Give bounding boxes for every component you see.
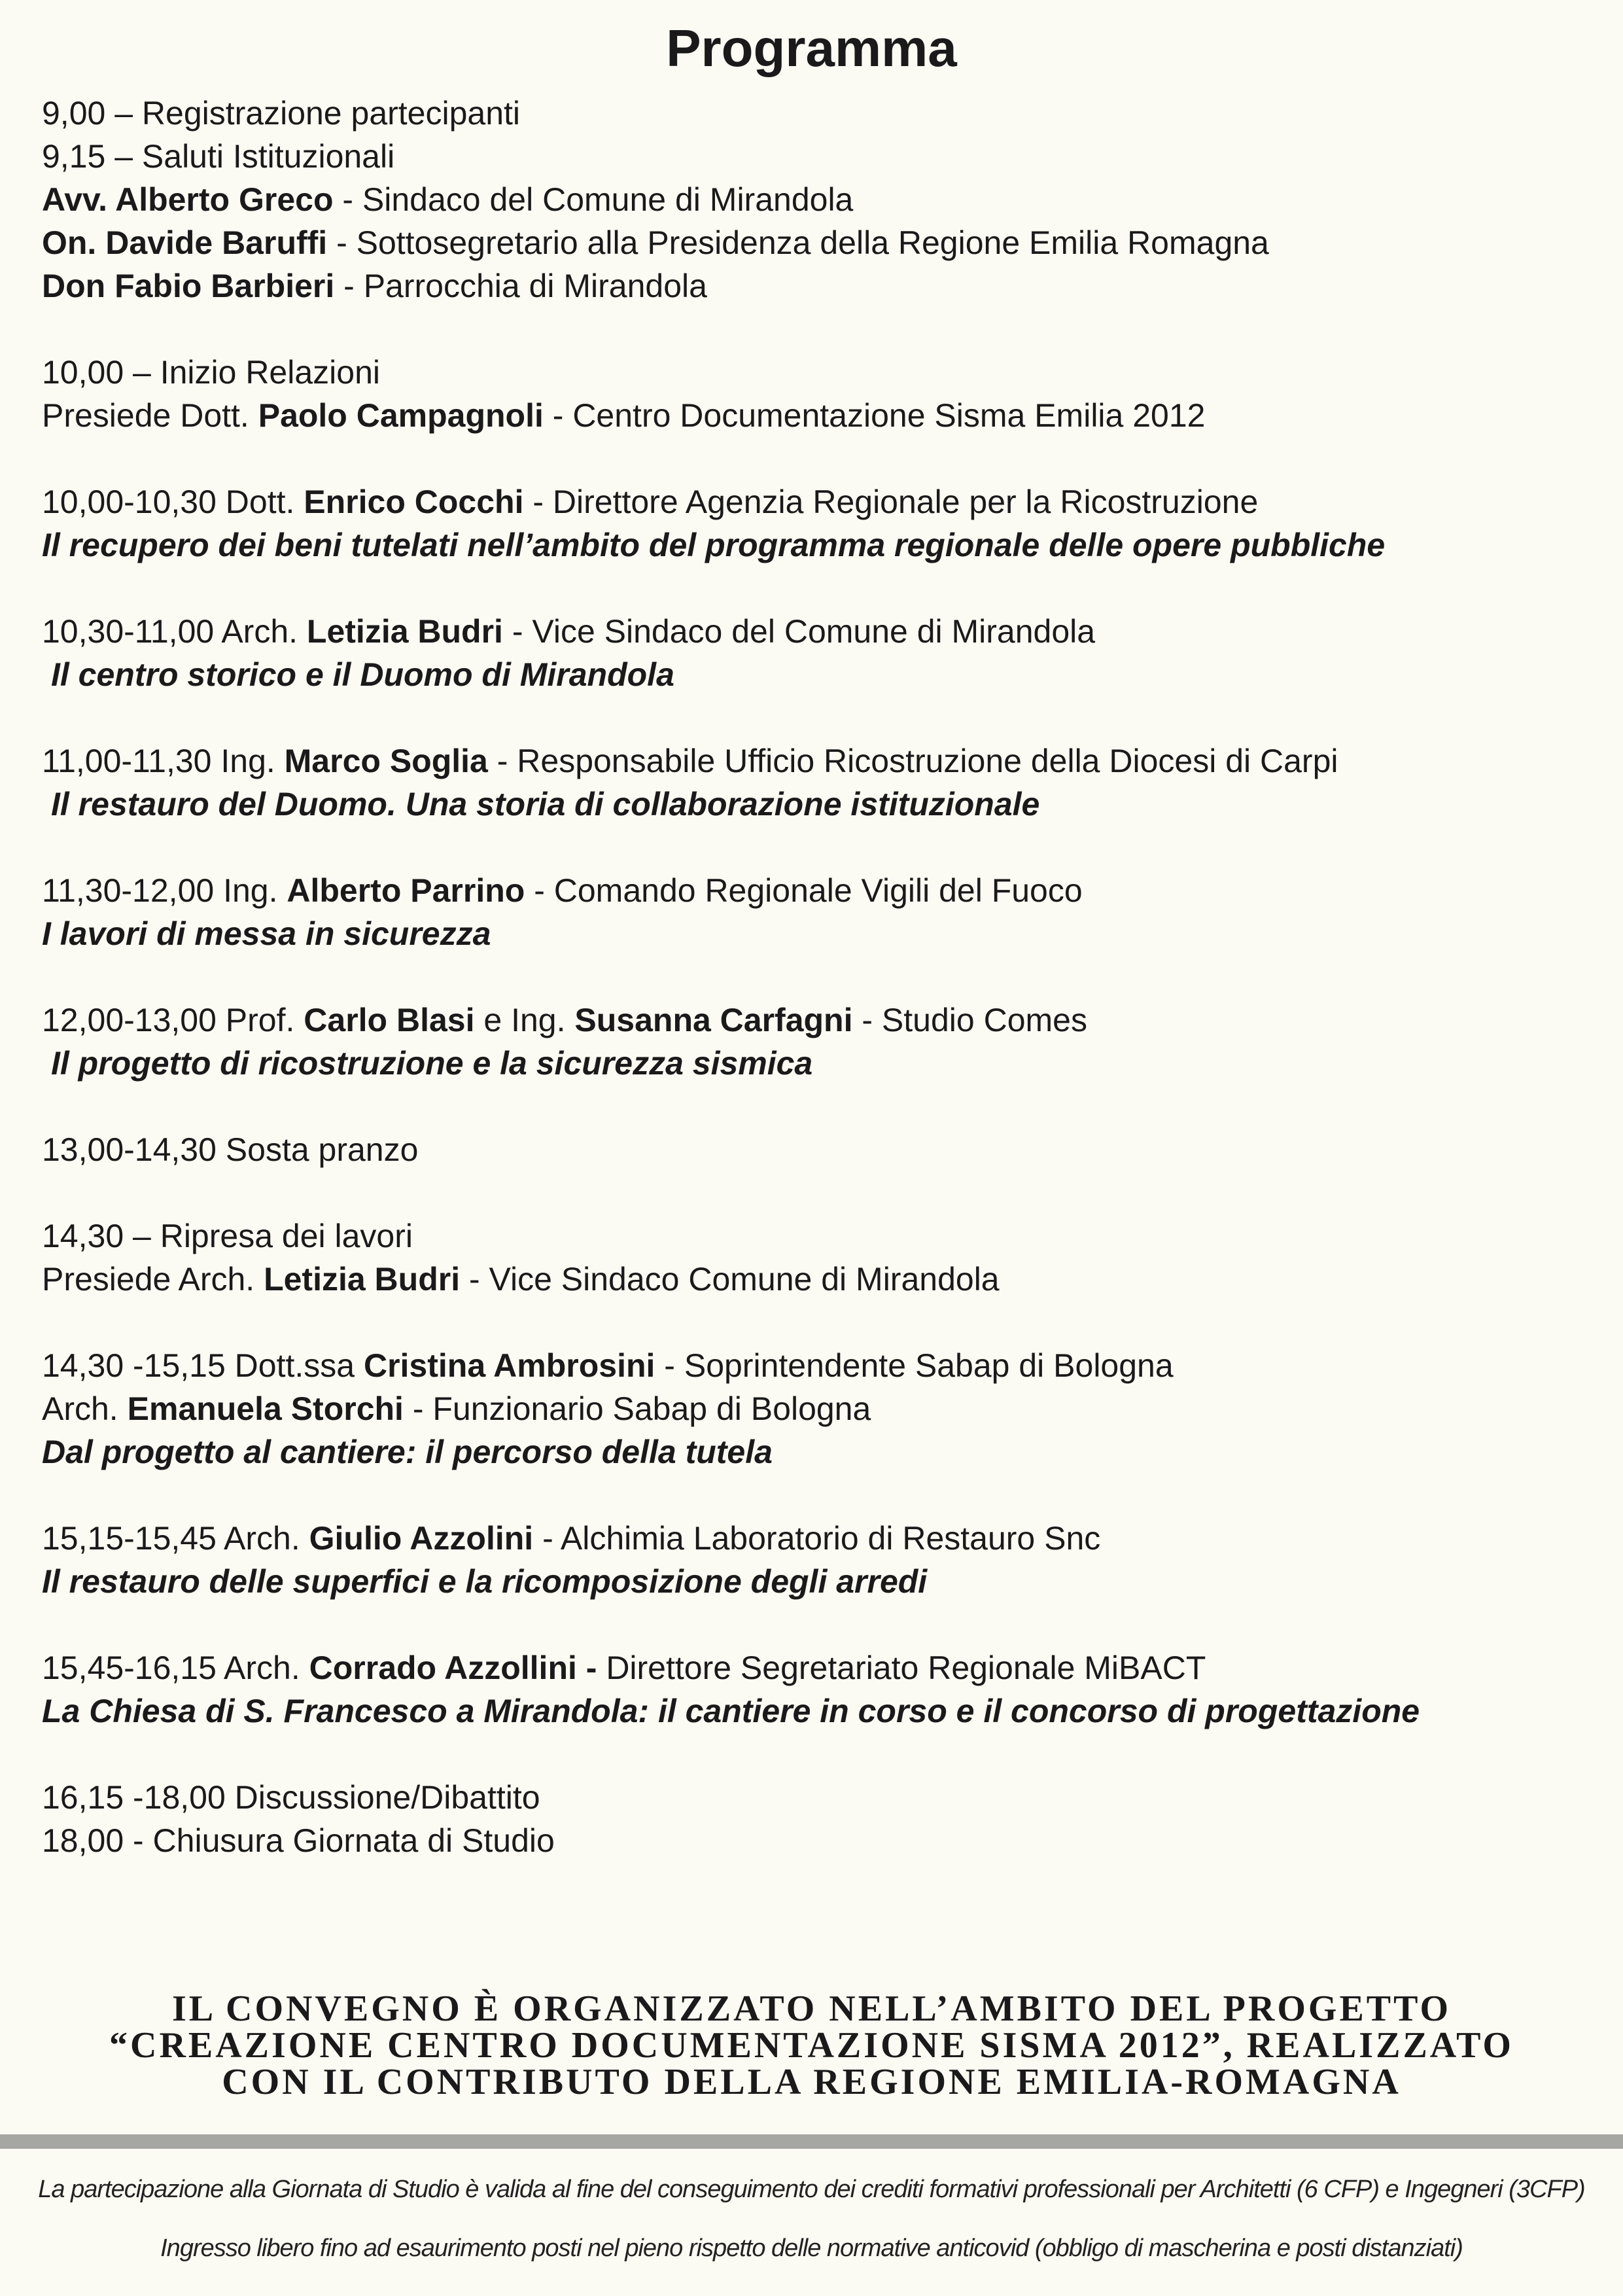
program-line: [42, 1128, 1586, 1171]
project-note-line: CON IL CONTRIBUTO DELLA REGIONE EMILIA-ROMAGNA: [222, 2062, 1401, 2102]
program-text: - Studio Comes: [852, 1002, 1087, 1038]
spacer: [42, 955, 1586, 998]
speaker-name: Letizia Budri: [264, 1261, 461, 1298]
program-text: 15,15-15,45 Arch.: [42, 1520, 309, 1557]
project-note: [0, 1990, 1623, 2100]
program-text: - Responsabile Ufficio Ricostruzione della Diocesi di Carpi: [487, 743, 1338, 779]
spacer: [42, 1474, 1586, 1517]
program-text: - Sottosegretario alla Presidenza della Regione Emilia Romagna: [327, 224, 1269, 261]
spacer: [42, 1171, 1586, 1214]
speaker-name: Enrico Cocchi: [304, 484, 524, 520]
program-text: Direttore Segretariato Regionale MiBACT: [597, 1650, 1206, 1686]
talk-title: Dal progetto al cantiere: il percorso della tutela: [42, 1434, 773, 1470]
program-text: 9,00 – Registrazione partecipanti: [42, 95, 521, 132]
program-line: [42, 523, 1586, 567]
program-text: e Ing.: [474, 1002, 575, 1038]
page-title: Programma: [666, 19, 957, 77]
program-line: [42, 1214, 1586, 1258]
spacer: [42, 1603, 1586, 1646]
program-text: 11,00-11,30 Ing.: [42, 743, 285, 779]
program-line: [42, 1430, 1586, 1474]
program-text: - Soprintendente Sabap di Bologna: [655, 1347, 1174, 1384]
program-line: [42, 1042, 1586, 1085]
speaker-name: Corrado Azzollini -: [309, 1650, 597, 1686]
project-note-line: IL CONVEGNO È ORGANIZZATO NELL’AMBITO DEL PROGETTO: [171, 1988, 1452, 2029]
program-text: 12,00-13,00 Prof.: [42, 1002, 304, 1038]
program-text: - Vice Sindaco Comune di Mirandola: [460, 1261, 1000, 1298]
access-note: Ingresso libero fino ad esaurimento posti nel pieno rispetto delle normative anticovid (obbligo di mascherina e posti distanziati): [160, 2234, 1463, 2262]
spacer: [42, 437, 1586, 480]
program-line: [42, 480, 1586, 523]
program-line: [42, 869, 1586, 912]
program-text: - Alchimia Laboratorio di Restauro Snc: [533, 1520, 1101, 1557]
program-line: [42, 92, 1586, 135]
program-line: [42, 1517, 1586, 1560]
program-line: [42, 1689, 1586, 1733]
program-text: - Direttore Agenzia Regionale per la Ricostruzione: [523, 484, 1259, 520]
talk-title: Il restauro del Duomo. Una storia di collaborazione istituzionale: [51, 786, 1040, 822]
program-line: [42, 998, 1586, 1042]
program-text: 14,30 – Ripresa dei lavori: [42, 1218, 413, 1254]
project-note-line: “CREAZIONE CENTRO DOCUMENTAZIONE SISMA 2012”, REALIZZATO: [109, 2025, 1514, 2066]
program-text: - Comando Regionale Vigili del Fuoco: [525, 872, 1083, 909]
program-line: [42, 1387, 1586, 1430]
talk-title: Il recupero dei beni tutelati nell’ambito del programma regionale delle opere pubbliche: [42, 527, 1386, 563]
speaker-name: Susanna Carfagni: [574, 1002, 853, 1038]
spacer: [42, 567, 1586, 610]
speaker-name: Letizia Budri: [306, 613, 503, 650]
program-text: 13,00-14,30 Sosta pranzo: [42, 1131, 419, 1168]
talk-title: Il progetto di ricostruzione e la sicurezza sismica: [51, 1045, 813, 1082]
divider: [0, 2134, 1623, 2149]
program-text: Presiede Arch.: [42, 1261, 264, 1298]
program-text: 10,30-11,00 Arch.: [42, 613, 307, 650]
talk-title: La Chiesa di S. Francesco a Mirandola: il cantiere in corso e il concorso di progettazione: [42, 1693, 1420, 1729]
program-text: 15,45-16,15 Arch.: [42, 1650, 309, 1686]
program-text: 10,00-10,30 Dott.: [42, 484, 304, 520]
program-line: [42, 1344, 1586, 1387]
program-line: [42, 783, 1586, 826]
program-text: 16,15 -18,00 Discussione/Dibattito: [42, 1779, 540, 1816]
program-line: [42, 351, 1586, 394]
program-text: - Centro Documentazione Sisma Emilia 2012: [543, 397, 1206, 434]
program-line: [42, 135, 1586, 178]
program-text: - Parrocchia di Mirandola: [334, 268, 707, 304]
speaker-name: Emanuela Storchi: [127, 1390, 404, 1427]
program-line: [42, 1646, 1586, 1689]
speaker-name: Giulio Azzolini: [309, 1520, 534, 1557]
credits-note: La partecipazione alla Giornata di Studio è valida al fine del conseguimento dei crediti formativi professionali per Architetti (6 CFP) e Ingegneri (3CFP): [38, 2176, 1585, 2203]
program-line: [42, 178, 1586, 221]
program-text: Presiede Dott.: [42, 397, 258, 434]
program-line: [42, 739, 1586, 783]
speaker-name: Alberto Parrino: [287, 872, 525, 909]
spacer: [42, 308, 1586, 351]
program-line: [42, 1258, 1586, 1301]
program-text: 9,15 – Saluti Istituzionali: [42, 138, 395, 175]
spacer: [42, 1301, 1586, 1344]
program-line: [42, 1560, 1586, 1603]
program-line: [42, 1776, 1586, 1819]
program-text: - Funzionario Sabap di Bologna: [403, 1390, 871, 1427]
spacer: [42, 1733, 1586, 1776]
talk-title: I lavori di messa in sicurezza: [42, 915, 491, 952]
speaker-name: Marco Soglia: [284, 743, 488, 779]
program-line: [42, 912, 1586, 955]
speaker-name: Paolo Campagnoli: [258, 397, 544, 434]
speaker-name: Don Fabio Barbieri: [42, 268, 335, 304]
program-text: - Vice Sindaco del Comune di Mirandola: [502, 613, 1096, 650]
talk-title: Il centro storico e il Duomo di Mirandola: [51, 656, 674, 693]
program-text: Arch.: [42, 1390, 128, 1427]
program-line: [42, 394, 1586, 437]
speaker-name: On. Davide Baruffi: [42, 224, 328, 261]
talk-title: Il restauro delle superfici e la ricomposizione degli arredi: [42, 1563, 928, 1600]
program-list: [42, 92, 1586, 1862]
program-text: 11,30-12,00 Ing.: [42, 872, 287, 909]
program-line: [42, 610, 1586, 653]
program-line: [42, 221, 1586, 264]
program-text: 18,00 - Chiusura Giornata di Studio: [42, 1822, 555, 1859]
spacer: [42, 1085, 1586, 1128]
program-text: 14,30 -15,15 Dott.ssa: [42, 1347, 364, 1384]
program-line: [42, 653, 1586, 696]
speaker-name: Carlo Blasi: [304, 1002, 475, 1038]
program-text: 10,00 – Inizio Relazioni: [42, 354, 380, 391]
speaker-name: Avv. Alberto Greco: [42, 181, 334, 218]
program-line: [42, 1819, 1586, 1862]
spacer: [42, 826, 1586, 869]
program-text: - Sindaco del Comune di Mirandola: [333, 181, 854, 218]
speaker-name: Cristina Ambrosini: [363, 1347, 655, 1384]
program-line: [42, 264, 1586, 308]
spacer: [42, 696, 1586, 739]
